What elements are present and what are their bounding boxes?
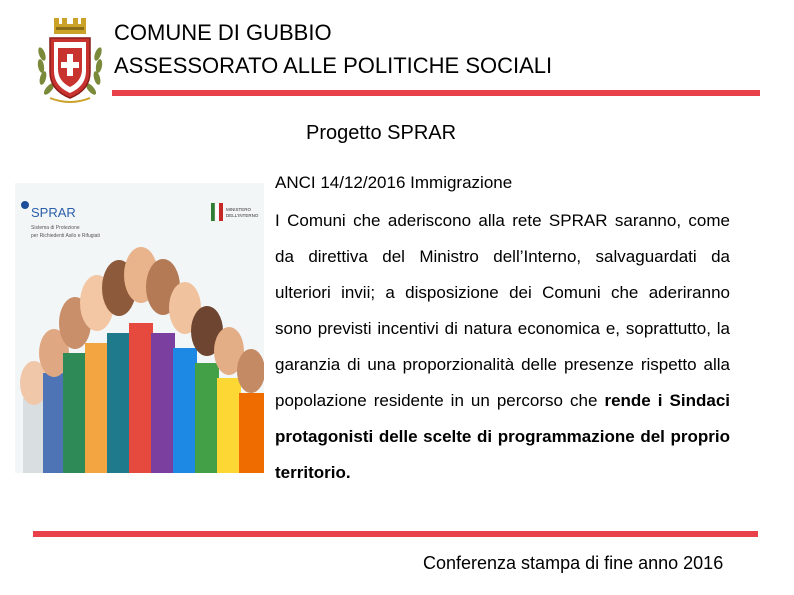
header-title: COMUNE DI GUBBIO <box>114 20 332 45</box>
footer-divider <box>33 531 758 537</box>
raised-hands-image <box>15 183 264 473</box>
sprar-caption-1: Sistema di Protezione <box>31 225 80 231</box>
ministry-text-1: MINISTERO <box>226 207 252 212</box>
sprar-logo-text: SPRAR <box>31 205 76 220</box>
hands-illustration <box>15 183 264 473</box>
body-text-plain: I Comuni che aderiscono alla rete SPRAR saranno, come da direttiva del Ministro dell’Interno, salvaguardati da ulteriori invii; a disposizione dei Comuni che aderiranno sono previsti incentivi di natura economica e, soprattutto, la garanzia di una proporzionalità delle presenze rispetto alla popolazione residente in un percorso che <box>275 211 730 410</box>
comune-crest-logo <box>36 14 104 104</box>
header-divider <box>112 90 760 96</box>
ministry-text-2: DELL'INTERNO <box>226 213 259 218</box>
header-subtitle: ASSESSORATO ALLE POLITICHE SOCIALI <box>114 53 553 78</box>
body-paragraph <box>275 203 730 491</box>
decree-reference: ANCI 14/12/2016 Immigrazione <box>275 173 513 192</box>
body-text-bold: rende i Sindaci protagonisti delle scelte di programmazione del proprio territorio. <box>275 391 730 482</box>
project-title: Progetto SPRAR <box>306 122 457 144</box>
footer-text: Conferenza stampa di fine anno 2016 <box>423 553 724 573</box>
sprar-caption-2: per Richiedenti Asilo e Rifugiati <box>31 233 100 239</box>
